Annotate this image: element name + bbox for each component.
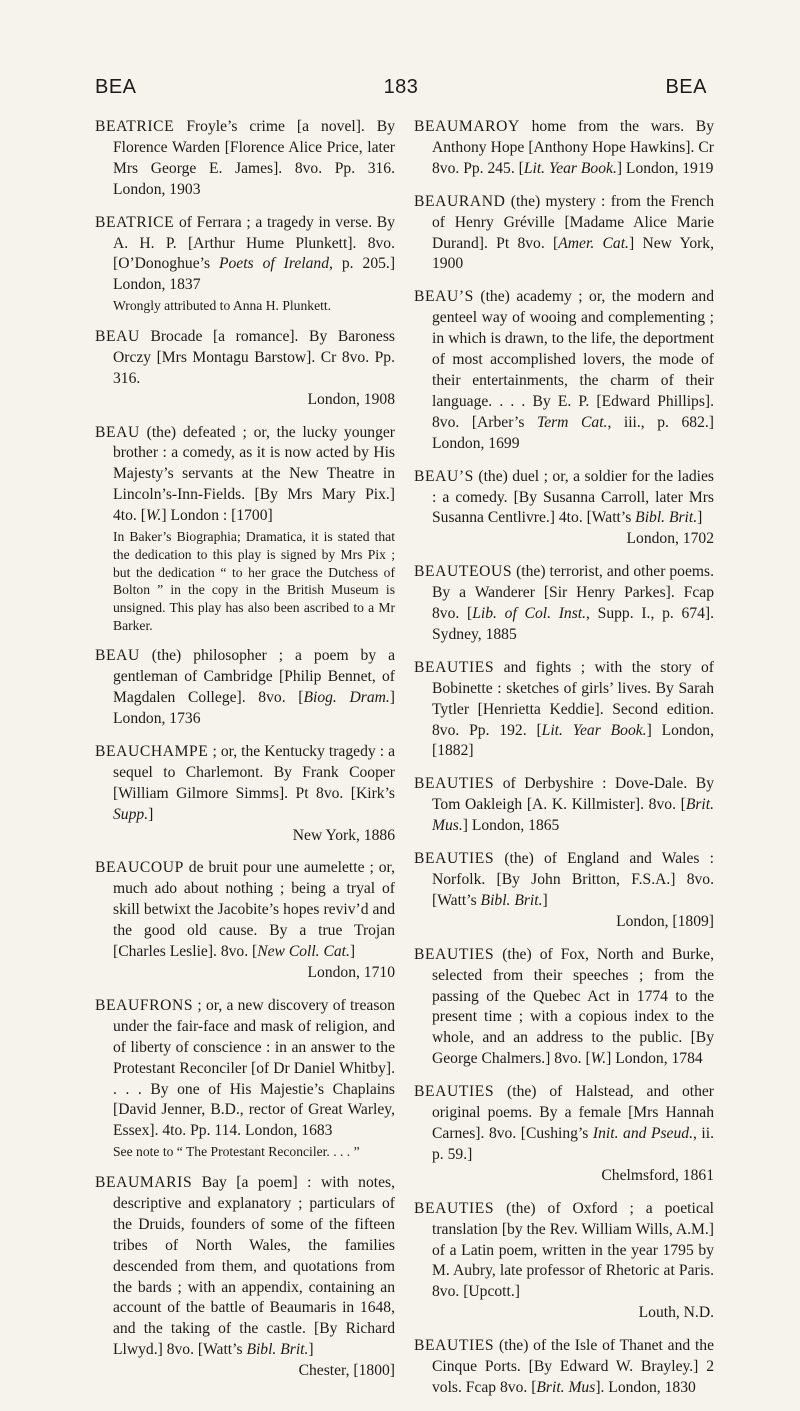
entry-imprint: London, 1908: [307, 390, 395, 408]
entry-text: (the) of Oxford ; a poetical translation [by the Rev. William Wills, A.M.] of a Latin poem, written in the year 1795 by M. Aubry, late professor of Rhetoric at Paris. 8vo. [Upcott.]: [432, 1199, 714, 1301]
catalogue-entry: [95, 996, 395, 1161]
entry-text: , p. 205.] London, 1837: [113, 255, 396, 294]
entry-text: ] London : [1700]: [161, 507, 273, 525]
catalogue-entry: [414, 192, 714, 276]
catalogue-entry: [414, 562, 714, 646]
entry-source-title: New Coll. Cat.: [257, 943, 350, 961]
catalogue-entry: [95, 213, 395, 315]
entry-imprint: Chelmsford, 1861: [601, 1166, 714, 1184]
header-left-guide-word: BEA: [95, 76, 137, 98]
entry-text: ] London, 1784: [606, 1050, 703, 1068]
entry-text: Brocade [a romance]. By Baroness Orczy [Mrs Montagu Barstow]. Cr 8vo. Pp. 316.: [113, 327, 395, 387]
entry-note: See note to “ The Protestant Reconciler. . . . ”: [113, 1144, 360, 1160]
entry-source-title: Lib. of Col. Inst.: [472, 605, 587, 623]
entry-imprint: London, 1702: [626, 530, 714, 548]
entry-text: (the) of Fox, North and Burke, selected from their speeches ; from the passing of the Quebec Act in 1774 to the present time ; with a copious index to the whole, and an address to the public. [By George Chalmers.] 8vo. [: [432, 945, 714, 1068]
entry-text: ]. London, 1830: [595, 1378, 696, 1396]
entry-text: (the) defeated ; or, the lucky younger brother : a comedy, as it is now acted by His Majesty’s servants at the New Theatre in Lincoln’s-Inn-Fields. [By Mrs Mary Pix.] 4to. [: [113, 423, 395, 525]
entry-source-title: Bibl. Brit.: [635, 509, 698, 527]
entry-text: ] New York, 1900: [432, 234, 714, 273]
entry-text: Froyle’s crime [a novel]. By Florence Warden [Florence Alice Price, later Mrs George E. James]. 8vo. Pp. 316. London, 1903: [113, 118, 395, 198]
entry-text: ] London, 1865: [462, 817, 560, 835]
entry-imprint: New York, 1886: [292, 826, 395, 844]
entry-headword: BEATRICE: [95, 213, 175, 231]
entry-text: (the) mystery : from the French of Henry Gréville [Madame Alice Marie Durand]. Pt 8vo. [: [432, 192, 714, 252]
entry-headword: BEAURAND: [414, 192, 506, 210]
entry-text: (the) philosopher ; a poem by a gentleman of Cambridge [Philip Bennet, of Magdalen College]. 8vo. [: [113, 647, 395, 707]
entry-text: ]: [697, 509, 703, 527]
entry-text: (the) academy ; or, the modern and genteel way of wooing and complementing ; in which is drawn, to the life, the deportment of most accomplished lovers, the mode of their entertainments, the charm of their language. . . . By E. P. [Edward Phillips]. 8vo. [Arber’s: [432, 288, 714, 431]
entry-headword: BEAUFRONS: [95, 996, 194, 1014]
entry-source-title: Amer. Cat.: [558, 234, 629, 252]
entry-text: Bay [a poem] : with notes, descriptive and explanatory ; particulars of the Druids, founders of some of the fifteen tribes of North Wales, the families descended from them, and quotations from the bards ; with an appendix, containing an account of the battle of Beaumaris in 1648, and the taking of the castle. [By Richard Llwyd.] 8vo. [Watt’s: [113, 1173, 395, 1359]
catalogue-entry: [95, 1173, 395, 1382]
entry-text: , iii., p. 682.] London, 1699: [432, 413, 714, 452]
entry-headword: BEAUCOUP: [95, 859, 184, 877]
entry-imprint: Louth, N.D.: [638, 1304, 714, 1322]
entry-source-title: W.: [145, 507, 162, 525]
catalogue-entry: [95, 858, 395, 983]
catalogue-entry: [414, 467, 714, 551]
entry-text: ]: [349, 943, 356, 961]
catalogue-entry: [414, 117, 714, 180]
entry-source-title: Supp.: [113, 805, 149, 823]
entry-text: ] London, 1919: [616, 159, 714, 177]
entry-imprint: London, [1809]: [616, 912, 714, 930]
entry-source-title: Brit. Mus: [536, 1378, 596, 1396]
entry-source-title: Init. and Pseud.: [592, 1124, 693, 1142]
entry-text: and fights ; with the story of Bobinette : sketches of girls’ lives. By Sarah Tytler [Henrietta Keddie]. Second edition. 8vo. Pp. 192. [: [432, 658, 714, 739]
catalogue-entry: [414, 774, 714, 837]
entry-note: Wrongly attributed to Anna H. Plunkett.: [113, 298, 332, 314]
entry-headword: BEAUTEOUS: [414, 563, 513, 581]
entry-imprint: London, 1710: [307, 964, 395, 982]
entry-headword: BEAUTIES: [414, 1083, 495, 1101]
entry-headword: BEAUTIES: [414, 658, 495, 676]
entry-source-title: W.: [590, 1050, 607, 1068]
entry-text: ]: [308, 1341, 314, 1359]
entry-source-title: Poets of Ireland: [218, 255, 330, 273]
catalogue-entry: [95, 646, 395, 730]
entry-headword: BEAUTIES: [414, 775, 495, 793]
entry-source-title: Lit. Year Book.: [523, 159, 617, 177]
entry-source-title: Lit. Year Book.: [541, 721, 647, 739]
running-header: [95, 76, 707, 106]
entry-note: In Baker’s Biographia; Dramatica, it is stated that the dedication to this play is signed by Mrs Pix ; but the dedication “ to her grace the Dutchess of Bolton ” in the copy in the British Museum is unsigned. This play has also been ascribed to a Mr Barker.: [113, 529, 395, 633]
entry-headword: BEAUTIES: [414, 850, 495, 868]
catalogue-entry: [414, 287, 714, 454]
catalogue-entry: [95, 742, 395, 847]
entry-text: (the) of Halstead, and other original poems. By a female [Mrs Hannah Carnes]. 8vo. [Cushing’s: [432, 1083, 714, 1142]
header-right-guide-word: BEA: [665, 76, 707, 98]
entry-text: ]: [542, 891, 548, 909]
right-column: [414, 117, 714, 1411]
entry-text: of Ferrara ; a tragedy in verse. By A. H. P. [Arthur Hume Plunkett]. 8vo. [O’Donoghue’s: [113, 213, 395, 273]
entry-headword: BEAUMAROY: [414, 118, 520, 135]
left-column: [95, 117, 395, 1394]
entry-text: ; or, a new discovery of treason under the fair-face and mask of religion, and of liberty of conscience : in an answer to the Protestant Reconciler [of Dr Daniel Whitby]. . . . By one of His Majestie’s Chaplains [David Jenner, B.D., rector of Great Warley, Essex]. 4to. Pp. 114. London, 1683: [113, 996, 395, 1140]
entry-headword: BEAU: [95, 647, 140, 665]
catalogue-entry: [414, 849, 714, 933]
entry-headword: BEAU: [95, 423, 140, 441]
catalogue-entry: [414, 1336, 714, 1399]
entry-text: (the) of England and Wales : Norfolk. [By John Britton, F.S.A.] 8vo. [Watt’s: [432, 850, 714, 909]
entry-text: ]: [148, 805, 154, 823]
entry-headword: BEAU’S: [414, 288, 474, 306]
entry-text: (the) terrorist, and other poems. By a Wanderer [Sir Henry Parkes]. Fcap 8vo. [: [432, 563, 714, 623]
entry-text: , ii. p. 59.]: [432, 1124, 714, 1163]
catalogue-entry: [95, 423, 395, 635]
entry-text: (the) duel ; or, a soldier for the ladies : a comedy. [By Susanna Carroll, later Mrs Susanna Centlivre.] 4to. [Watt’s: [432, 467, 714, 527]
entry-headword: BEAUTIES: [414, 1337, 495, 1355]
catalogue-entry: [414, 1082, 714, 1187]
catalogue-entry: [414, 1199, 714, 1324]
entry-headword: BEAUTIES: [414, 1199, 495, 1217]
catalogue-entry: [414, 658, 714, 763]
entry-headword: BEAU’S: [414, 467, 474, 485]
catalogue-entry: [95, 327, 395, 411]
entry-source-title: Bibl. Brit.: [480, 891, 543, 909]
entry-text: , Supp. I., p. 674]. Sydney, 1885: [432, 605, 715, 643]
entry-text: ] London, 1736: [113, 689, 395, 728]
entry-headword: BEAUMARIS: [95, 1173, 193, 1191]
entry-source-title: Bibl. Brit.: [246, 1341, 309, 1359]
catalogue-entry: [95, 117, 395, 201]
entry-text: home from the wars. By Anthony Hope [Anthony Hope Hawkins]. Cr 8vo. Pp. 245. [: [432, 118, 714, 177]
catalogue-entry: [414, 945, 714, 1070]
entry-headword: BEATRICE: [95, 118, 175, 135]
entry-source-title: Term Cat.: [536, 413, 608, 431]
page-number: 183: [383, 76, 419, 98]
entry-text: (the) of the Isle of Thanet and the Cinque Ports. [By Edward W. Brayley.] 2 vols. Fcap 8vo. [: [432, 1337, 714, 1396]
entry-imprint: Chester, [1800]: [298, 1362, 395, 1380]
entry-text: of Derbyshire : Dove-Dale. By Tom Oakleigh [A. K. Killmister]. 8vo. [: [432, 775, 714, 814]
entry-source-title: Biog. Dram.: [303, 689, 390, 707]
entry-headword: BEAU: [95, 327, 140, 345]
entry-text: de bruit pour une aumelette ; or, much ado about nothing ; being a tryal of skill betwixt the Jacobite’s hopes reviv’d and the good old cause. By a true Trojan [Charles Leslie]. 8vo. [: [113, 859, 395, 961]
entry-source-title: Brit. Mus.: [432, 796, 714, 835]
entry-text: ; or, the Kentucky tragedy : a sequel to Charlemont. By Frank Cooper [William Gilmore Simms]. Pt 8vo. [Kirk’s: [113, 742, 395, 802]
entry-headword: BEAUCHAMPE: [95, 742, 209, 760]
entry-headword: BEAUTIES: [414, 945, 495, 963]
entry-text: ] London, [1882]: [432, 721, 715, 760]
